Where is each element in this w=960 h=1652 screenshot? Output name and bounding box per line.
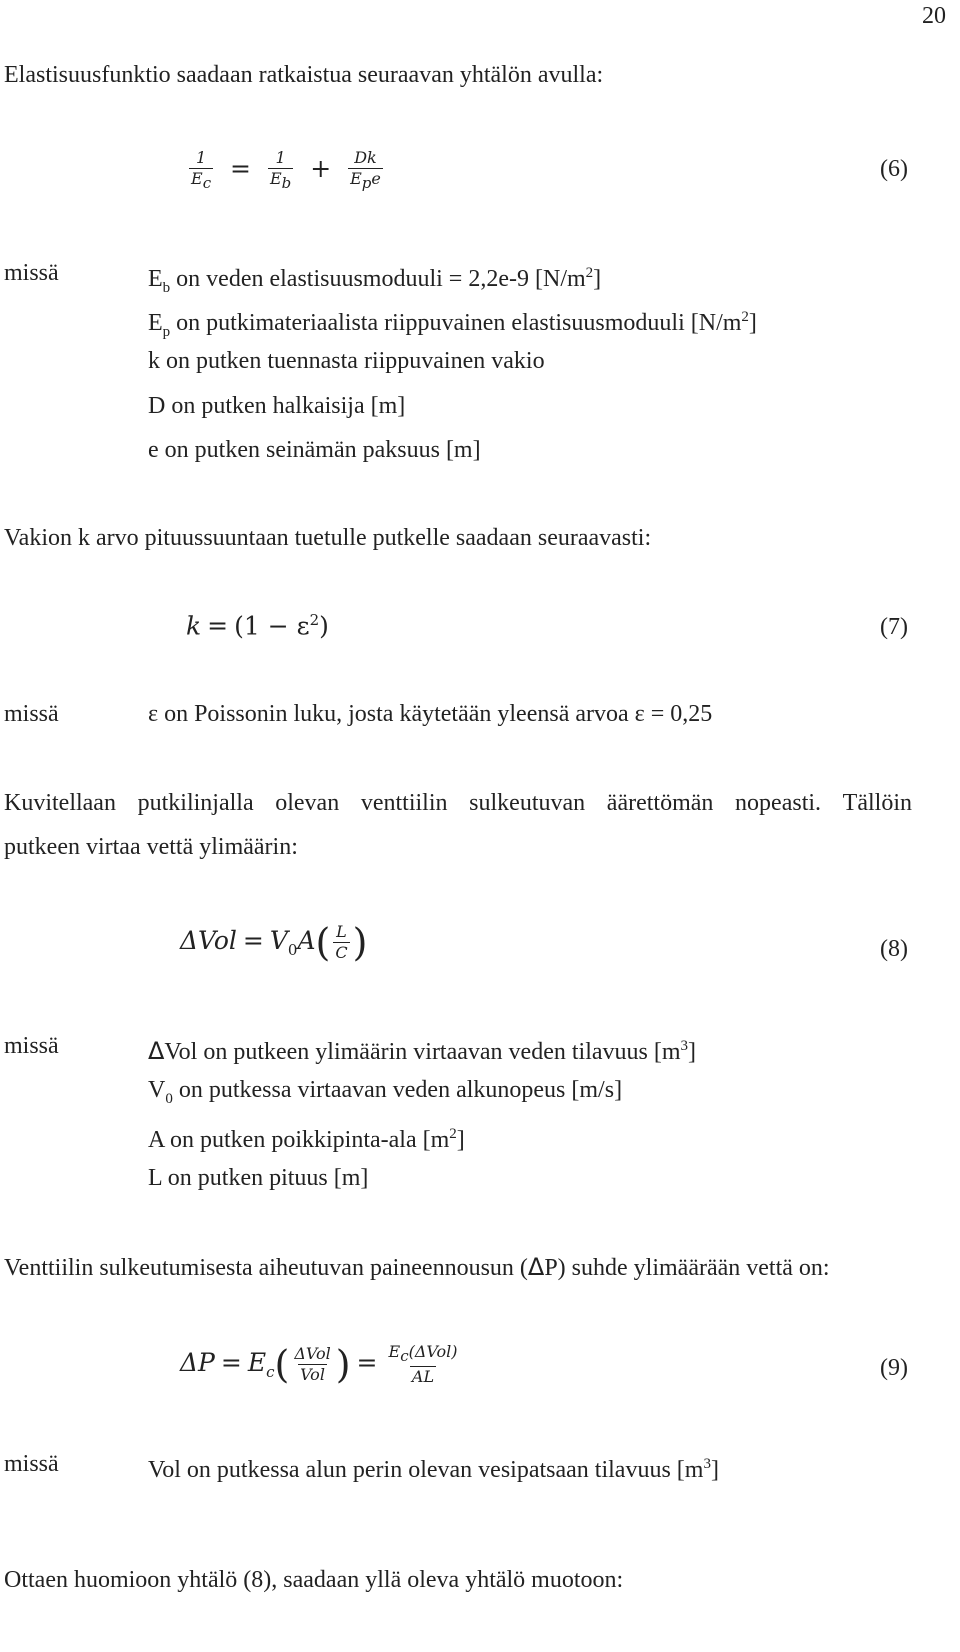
def-eb: $E_b$ on veden elastisuusmoduuli = 2,2e-9 $[N/m^2]$ (148, 265, 602, 296)
def-a: A on putken poikkipinta-ala $[m^2]$ (148, 1126, 465, 1153)
missa-label: missä (4, 1451, 59, 1477)
intro-paragraph: Elastisuusfunktio saadaan ratkaistua seuraavan yhtälön avulla: (4, 62, 604, 88)
missa-label: missä (4, 260, 59, 286)
equation-8: $\Delta Vol = V_0A$( $\frac{L}{C}$ ) (180, 920, 368, 965)
vakio-paragraph: Vakion k arvo pituussuuntaan tuetulle putkelle saadaan seuraavasti: (4, 525, 652, 551)
venttiilin-paragraph: Venttiilin sulkeutumisesta aiheutuvan paineennousun (ΔP) suhde ylimäärään vettä on: (4, 1253, 830, 1281)
eq6-fraction-1: $\frac{1}{E_c}$ (191, 148, 212, 193)
equation-7: $k = (1 - \varepsilon^2)$ (186, 611, 329, 641)
equation-number-6: (6) (880, 156, 908, 182)
equation-number-9: (9) (880, 1355, 908, 1381)
equation-number-8: (8) (880, 936, 908, 962)
eq6-fraction-2: $\frac{1}{E_b}$ (269, 148, 292, 193)
def-epsilon: ε on Poissonin luku, josta käytetään yleensä arvoa ε = 0,25 (148, 701, 713, 727)
missa-label: missä (4, 701, 59, 727)
def-dvol: ΔVol on putkeen ylimäärin virtaavan veden tilavuus $[m^3]$ (148, 1037, 697, 1065)
def-v0: $V_0$ on putkessa virtaavan veden alkunopeus [m/s] (148, 1077, 623, 1107)
page-number: 20 (922, 3, 946, 29)
def-l: L on putken pituus [m] (148, 1165, 369, 1191)
missa-label: missä (4, 1033, 59, 1059)
def-ep: $E_p$ on putkimateriaalista riippuvainen elastisuusmoduuli $[N/m^2]$ (148, 309, 757, 340)
equation-number-7: (7) (880, 614, 908, 640)
eq6-fraction-3: $\frac{Dk}{E_pe}$ (350, 148, 381, 193)
def-k: k on putken tuennasta riippuvainen vakio (148, 348, 545, 374)
ottaen-paragraph: Ottaen huomioon yhtälö (8), saadaan yllä oleva yhtälö muotoon: (4, 1567, 624, 1593)
equation-6: $\frac{1}{E_c}$ = $\frac{1}{E_b}$ + $\frac{Dk}{E_pe}$ (191, 148, 381, 193)
def-e: e on putken seinämän paksuus [m] (148, 437, 481, 463)
kuvitellaan-line-2: putkeen virtaa vettä ylimäärin: (4, 834, 298, 860)
equation-9: $\Delta P = E_c$( $\frac{\text{ΔVol}}{\text{Vol}}$ ) = $\frac{E_c(\Delta Vol)}{AL}$ (180, 1342, 458, 1387)
def-d: D on putken halkaisija [m] (148, 393, 406, 419)
kuvitellaan-line-1: Kuvitellaan putkilinjalla olevan venttiilin sulkeutuvan äärettömän nopeasti. Tällöin (4, 790, 912, 816)
def-vol: Vol on putkessa alun perin olevan vesipatsaan tilavuus $[m^3]$ (148, 1456, 719, 1483)
